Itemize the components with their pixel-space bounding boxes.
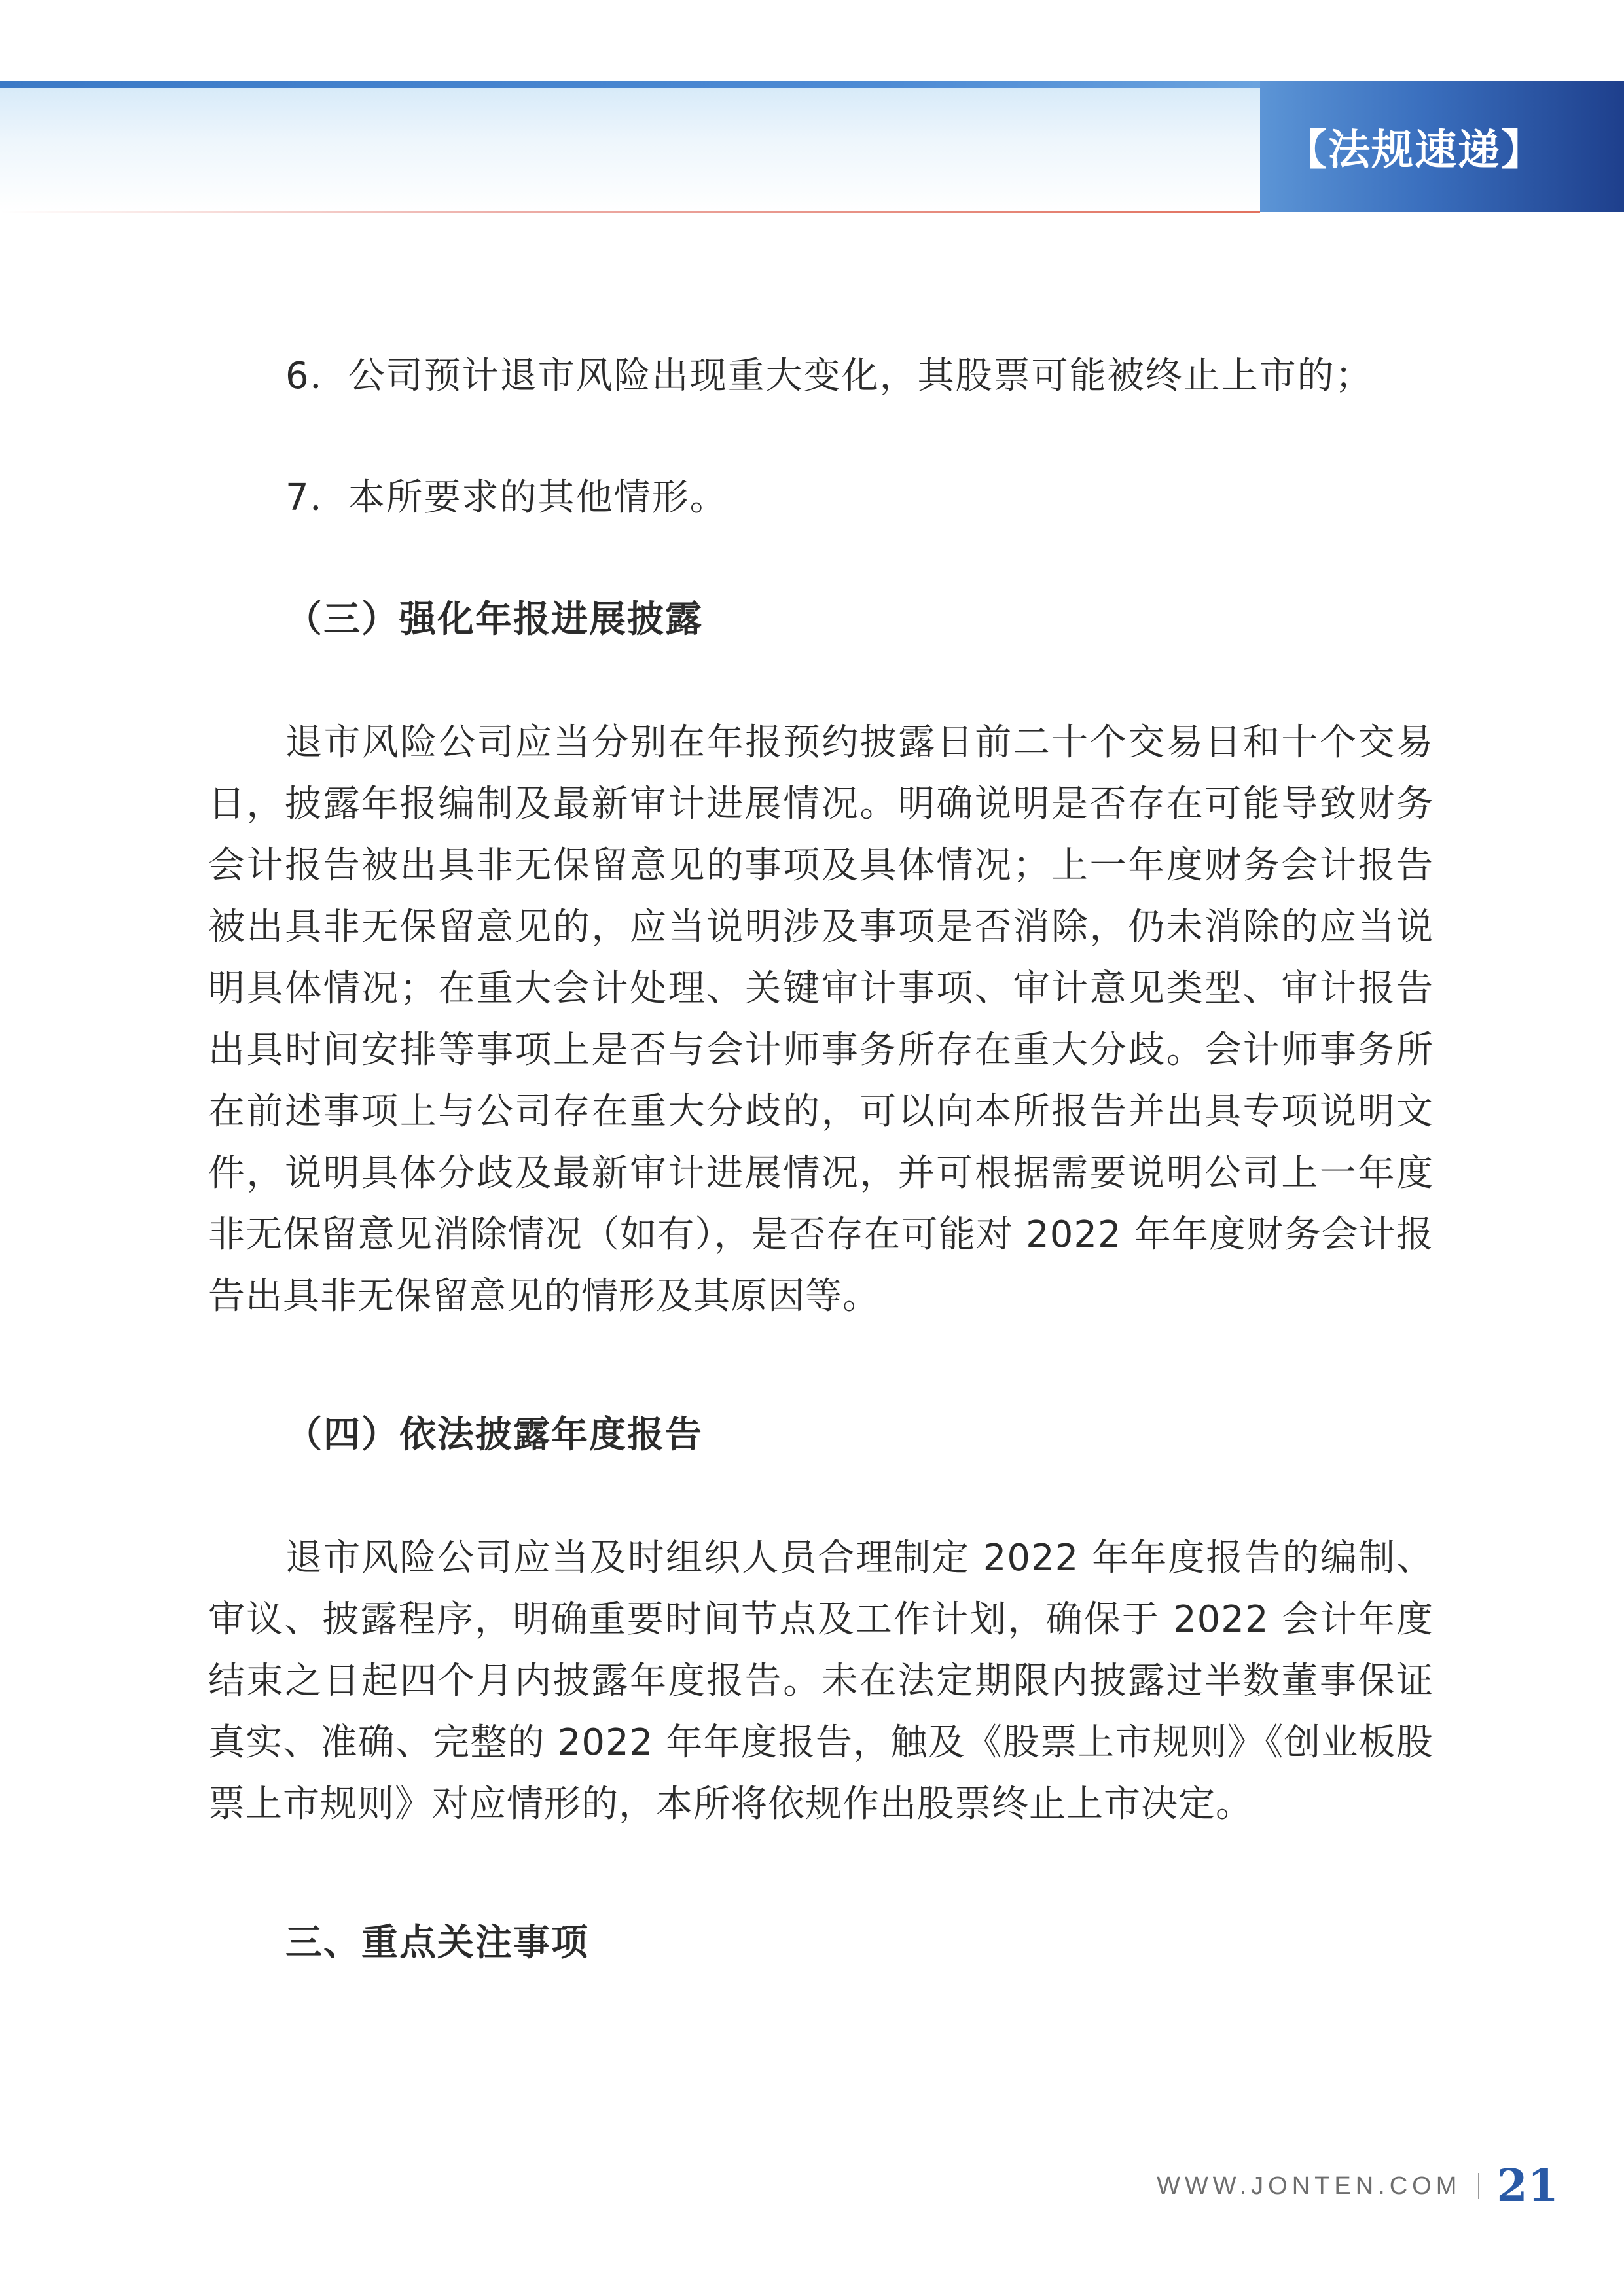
subheading-4: （四）依法披露年度报告 — [285, 1414, 703, 1456]
list-item-6: 6．公司预计退市风险出现重大变化，其股票可能被终止上市的； — [285, 355, 1373, 397]
header-accent-line — [0, 211, 1260, 213]
page-footer — [1157, 2160, 1559, 2212]
section-heading-3: 三、重点关注事项 — [285, 1922, 589, 1964]
footer-url: WWW.JONTEN.COM — [1157, 2172, 1462, 2200]
list-item-7: 7．本所要求的其他情形。 — [285, 476, 728, 519]
paragraph-4: 退市风险公司应当及时组织人员合理制定 2022 年年度报告的编制、审议、披露程序，明确重要时间节点及工作计划，确保于 2022 会计年度结束之日起四个月内披露年度报告。未在法定期限内披露过半数董事保证真实、准确、完整的 2022 年年度报告，触及《股票上市规则》《创业板股票上市规则》对应情形的，本所将依规作出股票终止上市决定。 — [208, 1537, 1434, 1825]
subheading-3: （三）强化年报进展披露 — [285, 598, 703, 641]
page-content — [208, 347, 1434, 1973]
page-number: 21 — [1496, 2160, 1559, 2212]
section-tab — [1260, 81, 1624, 212]
section-tab-label: 【法规速递】 — [1285, 126, 1544, 175]
paragraph-3: 退市风险公司应当分别在年报预约披露日前二十个交易日和十个交易日，披露年报编制及最新审计进展情况。明确说明是否存在可能导致财务会计报告被出具非无保留意见的事项及具体情况；上一年度财务会计报告被出具非无保留意见的，应当说明涉及事项是否消除，仍未消除的应当说明具体情况；在重大会计处理、关键审计事项、审计意见类型、审计报告出具时间安排等事项上是否与会计师事务所存在重大分歧。会计师事务所在前述事项上与公司存在重大分歧的，可以向本所报告并出具专项说明文件，说明具体分歧及最新审计进展情况，并可根据需要说明公司上一年度非无保留意见消除情况（如有），是否存在可能对 2022 年年度财务会计报告出具非无保留意见的情形及其原因等。 — [208, 721, 1434, 1318]
header-top-line — [0, 81, 1260, 88]
footer-divider — [1478, 2173, 1479, 2199]
